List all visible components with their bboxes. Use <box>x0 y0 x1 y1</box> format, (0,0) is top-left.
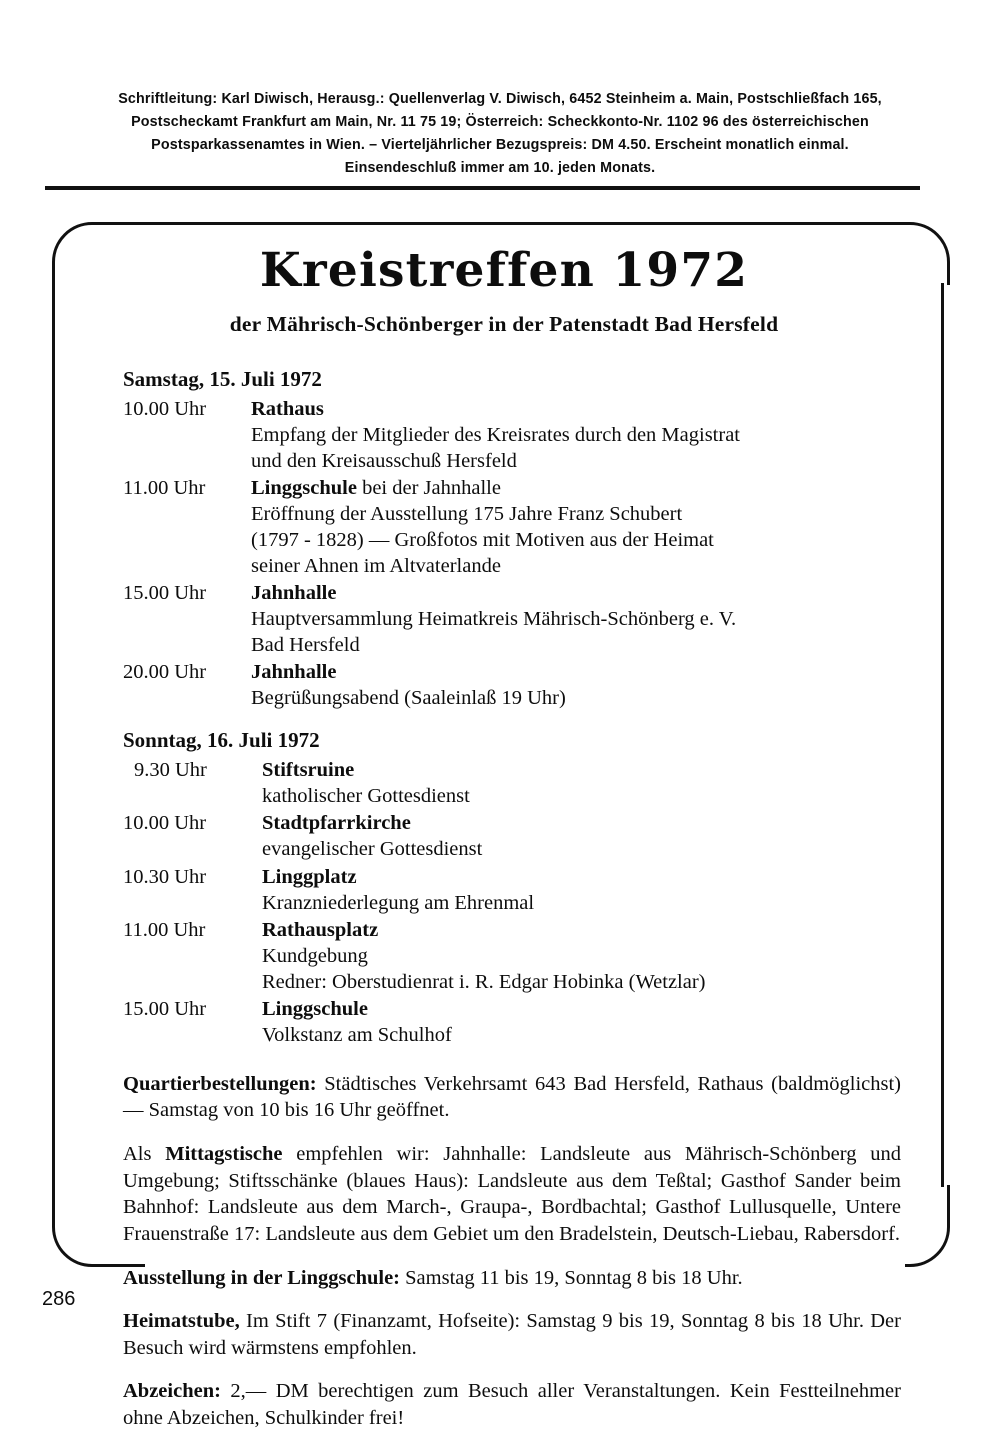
entry-time: 10.00 Uhr <box>123 812 207 835</box>
note-lead: Quartierbestellungen: <box>123 1072 317 1095</box>
entry-place-name: Jahnhalle <box>251 582 337 605</box>
note-lead: Heimatstube, <box>123 1310 240 1333</box>
entry-detail-line: Redner: Oberstudienrat i. R. Edgar Hobinka (Wetzlar) <box>262 970 706 993</box>
notes-section <box>55 1071 953 1432</box>
entry-body <box>251 659 897 712</box>
note-heimatstube <box>123 1308 901 1361</box>
entry-place <box>251 477 501 499</box>
imprint-line-1: Schriftleitung: Karl Diwisch, Herausg.: Quellenverlag V. Diwisch, 6452 Steinheim a. Main, Postschließfach 165, <box>118 91 882 107</box>
entry-time: 9.30 Uhr <box>134 759 207 782</box>
entry-time: 10.00 Uhr <box>123 398 207 420</box>
entry-place <box>262 759 354 781</box>
page-title: Kreistreffen 1972 <box>259 243 749 298</box>
table-row <box>123 996 897 1049</box>
entry-body <box>262 864 897 917</box>
page-subtitle: der Mährisch-Schönberger in der Patenstadt Bad Hersfeld <box>229 312 779 336</box>
table-row <box>123 396 897 475</box>
table-row <box>123 810 897 863</box>
note-text: Samstag 11 bis 19, Sonntag 8 bis 18 Uhr. <box>400 1266 743 1289</box>
note-text: Im Stift 7 (Finanzamt, Hofseite): Samstag 9 bis 19, Sonntag 8 bis 18 Uhr. Der Besuch wird wärmstens empfohlen. <box>123 1310 901 1359</box>
entry-detail-line: seiner Ahnen im Altvaterlande <box>251 555 501 578</box>
table-row <box>123 864 897 917</box>
table-row <box>123 917 897 996</box>
entry-time: 15.00 Uhr <box>123 997 207 1020</box>
entry-detail-line: Begrüßungsabend (Saaleinlaß 19 Uhr) <box>251 687 566 710</box>
entry-place-name: Linggschule <box>251 477 357 500</box>
entry-place <box>251 398 324 420</box>
entry-detail-line: Kundgebung <box>262 944 368 967</box>
imprint-block <box>60 88 940 181</box>
entry-place <box>262 866 357 888</box>
entry-place <box>262 812 411 834</box>
entry-detail-line: Kranzniederlegung am Ehrenmal <box>262 891 535 914</box>
entry-time: 15.00 Uhr <box>123 582 207 605</box>
imprint-line-4: Einsendeschluß immer am 10. jeden Monats. <box>344 160 656 177</box>
entry-detail-line: Bad Hersfeld <box>251 634 360 657</box>
note-quartierbestellungen <box>123 1071 901 1124</box>
program-section <box>55 367 953 1049</box>
entry-place <box>251 661 336 683</box>
entry-place <box>262 998 368 1020</box>
entry-body <box>262 810 897 863</box>
entry-place <box>262 919 378 941</box>
schedule-table-saturday <box>123 396 897 712</box>
entry-body <box>262 757 897 810</box>
entry-body <box>251 475 897 580</box>
entry-detail-line: evangelischer Gottesdienst <box>262 838 483 861</box>
note-mittagstische <box>123 1141 901 1248</box>
entry-place-name: Rathausplatz <box>262 918 379 941</box>
note-lead: Mittagstische <box>165 1143 283 1165</box>
entry-place-suffix: bei der Jahnhalle <box>356 477 501 500</box>
entry-place-name: Stadtpfarrkirche <box>262 812 411 835</box>
note-text: 2,— DM berechtigen zum Besuch aller Veranstaltungen. Kein Festteilnehmer ohne Abzeichen, Schulkinder frei! <box>123 1380 901 1430</box>
page-number: 286 <box>42 1288 76 1310</box>
entry-detail-line: (1797 - 1828) — Großfotos mit Motiven aus der Heimat <box>251 529 714 552</box>
entry-place-name: Jahnhalle <box>251 661 337 684</box>
entry-detail-line: Empfang der Mitglieder des Kreisrates durch den Magistrat <box>251 424 740 447</box>
entry-detail-line: Hauptversammlung Heimatkreis Mährisch-Schönberg e. V. <box>251 608 737 631</box>
entry-place-name: Stiftsruine <box>262 759 355 782</box>
entry-body <box>251 580 897 659</box>
note-text: Städtisches Verkehrsamt 643 Bad Hersfeld, Rathaus (baldmöglichst) — Samstag von 10 bis 16 Uhr geöffnet. <box>123 1072 901 1122</box>
entry-detail-line: und den Kreisausschuß Hersfeld <box>251 450 517 473</box>
entry-time: 11.00 Uhr <box>123 477 206 500</box>
table-row <box>123 580 897 659</box>
imprint-line-3: Postsparkassenamtes in Wien. – Vierteljährlicher Bezugspreis: DM 4.50. Erscheint monatlich einmal. <box>151 137 849 154</box>
entry-place <box>251 582 336 604</box>
horizontal-rule <box>45 186 920 190</box>
entry-detail-line: Eröffnung der Ausstellung 175 Jahre Franz Schubert <box>251 503 683 526</box>
schedule-table-sunday <box>123 757 897 1048</box>
table-row <box>123 757 897 810</box>
entry-place-name: Linggplatz <box>262 865 357 888</box>
entry-place-name: Rathaus <box>251 398 324 420</box>
note-text: empfehlen wir: Jahnhalle: Landsleute aus Mährisch-Schönberg und Umgebung; Stiftsschänke (blaues Haus): Landsleute aus dem Teßtal; Gasthof Sander beim Bahnhof: Landsleute aus dem March-, Graupa-, Bordbachtal; Gasthof Lullusquelle, Untere Frauenstraße 17: Landsleute aus dem Gebiet um den Bradelstein, Deutsch-Liebau, Rabersdorf. <box>123 1143 901 1245</box>
entry-body <box>262 917 897 996</box>
note-pre: Als <box>123 1143 166 1165</box>
entry-detail-line: katholischer Gottesdienst <box>262 785 470 808</box>
imprint-line-2: Postscheckamt Frankfurt am Main, Nr. 11 75 19; Österreich: Scheckkonto-Nr. 1102 96 des österreichischen <box>131 114 869 131</box>
entry-body <box>251 396 897 475</box>
announcement-content <box>55 225 953 1449</box>
note-abzeichen <box>123 1378 901 1431</box>
entry-time: 11.00 Uhr <box>123 918 206 941</box>
note-lead: Abzeichen: <box>123 1380 221 1403</box>
entry-time: 20.00 Uhr <box>123 661 207 684</box>
entry-detail-line: Volkstanz am Schulhof <box>262 1023 452 1046</box>
table-row <box>123 659 897 712</box>
entry-body <box>262 996 897 1049</box>
entry-time: 10.30 Uhr <box>123 865 207 888</box>
table-row <box>123 475 897 580</box>
entry-place-name: Linggschule <box>262 997 368 1020</box>
note-lead: Ausstellung in der Linggschule: <box>123 1266 401 1289</box>
day-title-sunday: Sonntag, 16. Juli 1972 <box>123 728 320 753</box>
day-title-saturday: Samstag, 15. Juli 1972 <box>123 367 322 391</box>
note-ausstellung <box>123 1265 901 1292</box>
